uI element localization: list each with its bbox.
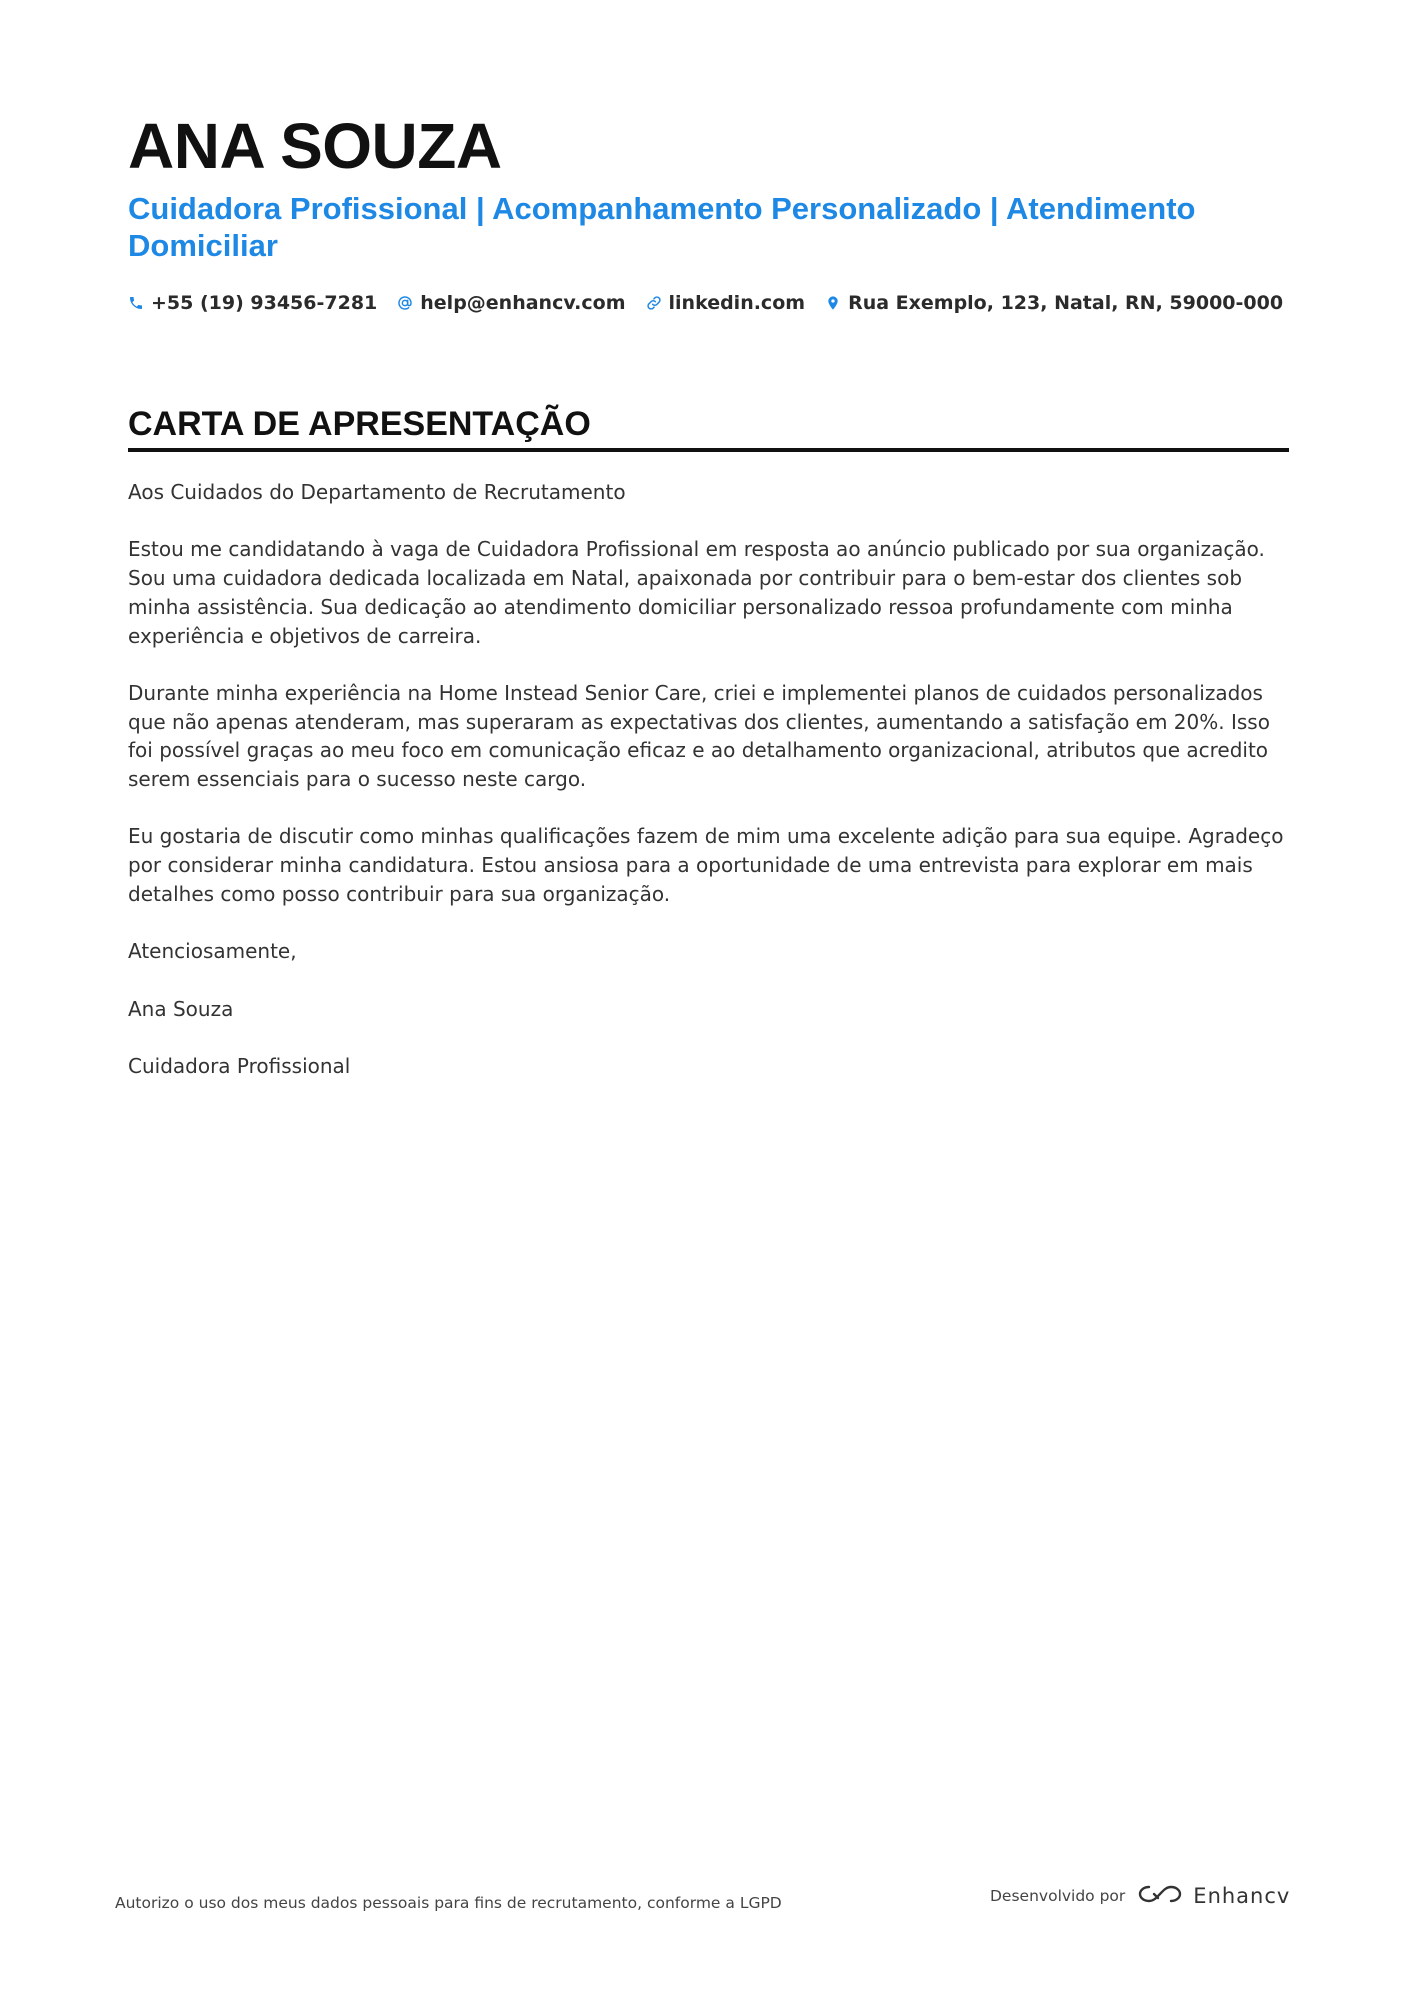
consent-notice: Autorizo o uso dos meus dados pessoais para fins de recrutamento, conforme a LGPD	[115, 1894, 782, 1912]
link-icon	[646, 295, 662, 311]
letter-paragraph: Eu gostaria de discutir como minhas qualificações fazem de mim uma excelente adição para sua equipe. Agradeço por considerar minha candidatura. Estou ansiosa para a oportunidade de uma entrevista para explorar em mais detalhes como posso contribuir para sua organização.	[128, 824, 1284, 906]
brand-name: Enhancv	[1193, 1884, 1291, 1908]
at-icon	[397, 295, 413, 311]
section-divider	[128, 448, 1289, 452]
contact-phone	[128, 292, 377, 314]
letter-closing: Atenciosamente,	[128, 939, 297, 964]
candidate-headline: Cuidadora Profissional | Acompanhamento Personalizado | Atendimento Domiciliar	[128, 191, 1196, 263]
contact-bar	[128, 292, 1283, 314]
signature-title: Cuidadora Profissional	[128, 1053, 351, 1078]
contact-address	[825, 292, 1283, 314]
phone-icon	[128, 295, 144, 311]
powered-by	[990, 1882, 1290, 1910]
letter-paragraph: Estou me candidatando à vaga de Cuidadora Profissional em resposta ao anúncio publicado por sua organização. Sou uma cuidadora dedicada localizada em Natal, apaixonada por contribuir para o bem-estar dos clientes sob minha assistência. Sua dedicação ao atendimento domiciliar personalizado ressoa profundamente com minha experiência e objetivos de carreira.	[128, 537, 1265, 648]
section-title: CARTA DE APRESENTAÇÃO	[128, 405, 591, 443]
enhancv-logo[interactable]	[1137, 1882, 1290, 1910]
candidate-name: ANA SOUZA	[128, 110, 502, 182]
infinity-icon	[1137, 1882, 1183, 1910]
contact-email-text: help@enhancv.com	[420, 292, 626, 314]
contact-phone-text: +55 (19) 93456-7281	[151, 292, 378, 314]
contact-linkedin	[646, 292, 806, 314]
letter-body	[128, 478, 1298, 1109]
signature-name: Ana Souza	[128, 996, 234, 1021]
location-pin-icon	[825, 295, 841, 311]
letter-paragraph: Durante minha experiência na Home Instead Senior Care, criei e implementei planos de cuidados personalizados que não apenas atenderam, mas superaram as expectativas dos clientes, aumentando a satisfação em 20%. Isso foi possível graças ao meu foco em comunicação eficaz e ao detalhamento organizacional, atributos que acredito serem essenciais para o sucesso neste cargo.	[128, 680, 1270, 791]
powered-by-label: Desenvolvido por	[990, 1887, 1126, 1905]
contact-address-text: Rua Exemplo, 123, Natal, RN, 59000-000	[848, 292, 1284, 314]
letter-salutation: Aos Cuidados do Departamento de Recrutamento	[128, 480, 626, 504]
contact-email	[397, 292, 625, 314]
contact-linkedin-text: linkedin.com	[668, 292, 806, 314]
